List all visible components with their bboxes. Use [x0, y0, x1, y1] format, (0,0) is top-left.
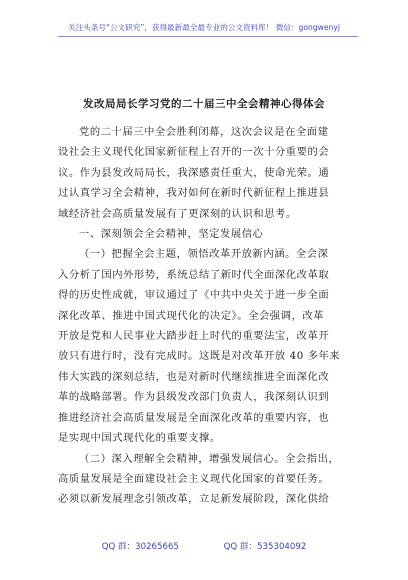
paragraph-line: 高质量发展是全面建设社会主义现代化国家的首要任务。	[58, 472, 330, 485]
paragraph-line: 入分析了国内外形势，系统总结了新时代全面深化改革取	[58, 268, 330, 281]
paragraph-line: 设社会主义现代化国家新征程上召开的一次十分重要的会	[58, 146, 330, 159]
paragraph-line: 必须以新发展理念引领改革，立足新发展阶段，深化供给	[58, 493, 330, 506]
header-banner: 关注头条号“公文研究”，获得最新最全最专业的公文资料库！ 微信：gongwenyj	[68, 23, 340, 32]
paragraph-line: 放只有进行时，没有完成时。这既是对改革开放 40 多年来	[58, 350, 341, 363]
paragraph-line: 革的战略部署。作为县级发改部门负责人，我深刻认识到	[58, 391, 330, 404]
paragraph-line: 推进经济社会高质量发展是全面深化改革的重要内容，也	[58, 411, 330, 424]
paragraph-line: 是实现中国式现代化的重要支撑。	[58, 432, 221, 445]
paragraph-line: （一）把握全会主题，领悟改革开放新内涵。全会深	[79, 248, 329, 261]
paragraph-line: （二）深入理解全会精神，增强发展信心。全会指出，	[79, 452, 340, 465]
section-heading: 一、深刻领会全会精神，坚定发展信心	[79, 228, 264, 241]
paragraph-line: 伟大实践的深刻总结，也是对新时代继续推进全面深化改	[58, 370, 330, 383]
document-title: 发改局局长学习党的二十届三中全会精神心得体会	[83, 98, 325, 110]
paragraph-line: 议。作为县发改局局长，我深感责任重大，使命光荣。通	[58, 166, 330, 179]
paragraph-line: 域经济社会高质量发展有了更深刻的认识和思考。	[58, 207, 297, 220]
header-divider	[58, 36, 358, 37]
paragraph-line: 过认真学习全会精神，我对如何在新时代新征程上推进县	[58, 187, 330, 200]
qq-group-1: QQ 群：30265665	[101, 542, 179, 552]
paragraph-line: 党的二十届三中全会胜利闭幕，这次会议是在全面建	[79, 126, 329, 138]
footer-contact	[0, 540, 408, 552]
document-body	[58, 122, 358, 510]
paragraph-line: 深化改革、推进中国式现代化的决定》。全会强调，改革	[58, 309, 325, 322]
paragraph-line: 得的历史性成就，审议通过了《中共中央关于进一步全面	[58, 289, 330, 302]
paragraph-line: 开放是党和人民事业大踏步赶上时代的重要法宝，改革开	[58, 330, 330, 343]
qq-group-2: QQ 群：535304092	[223, 542, 307, 552]
